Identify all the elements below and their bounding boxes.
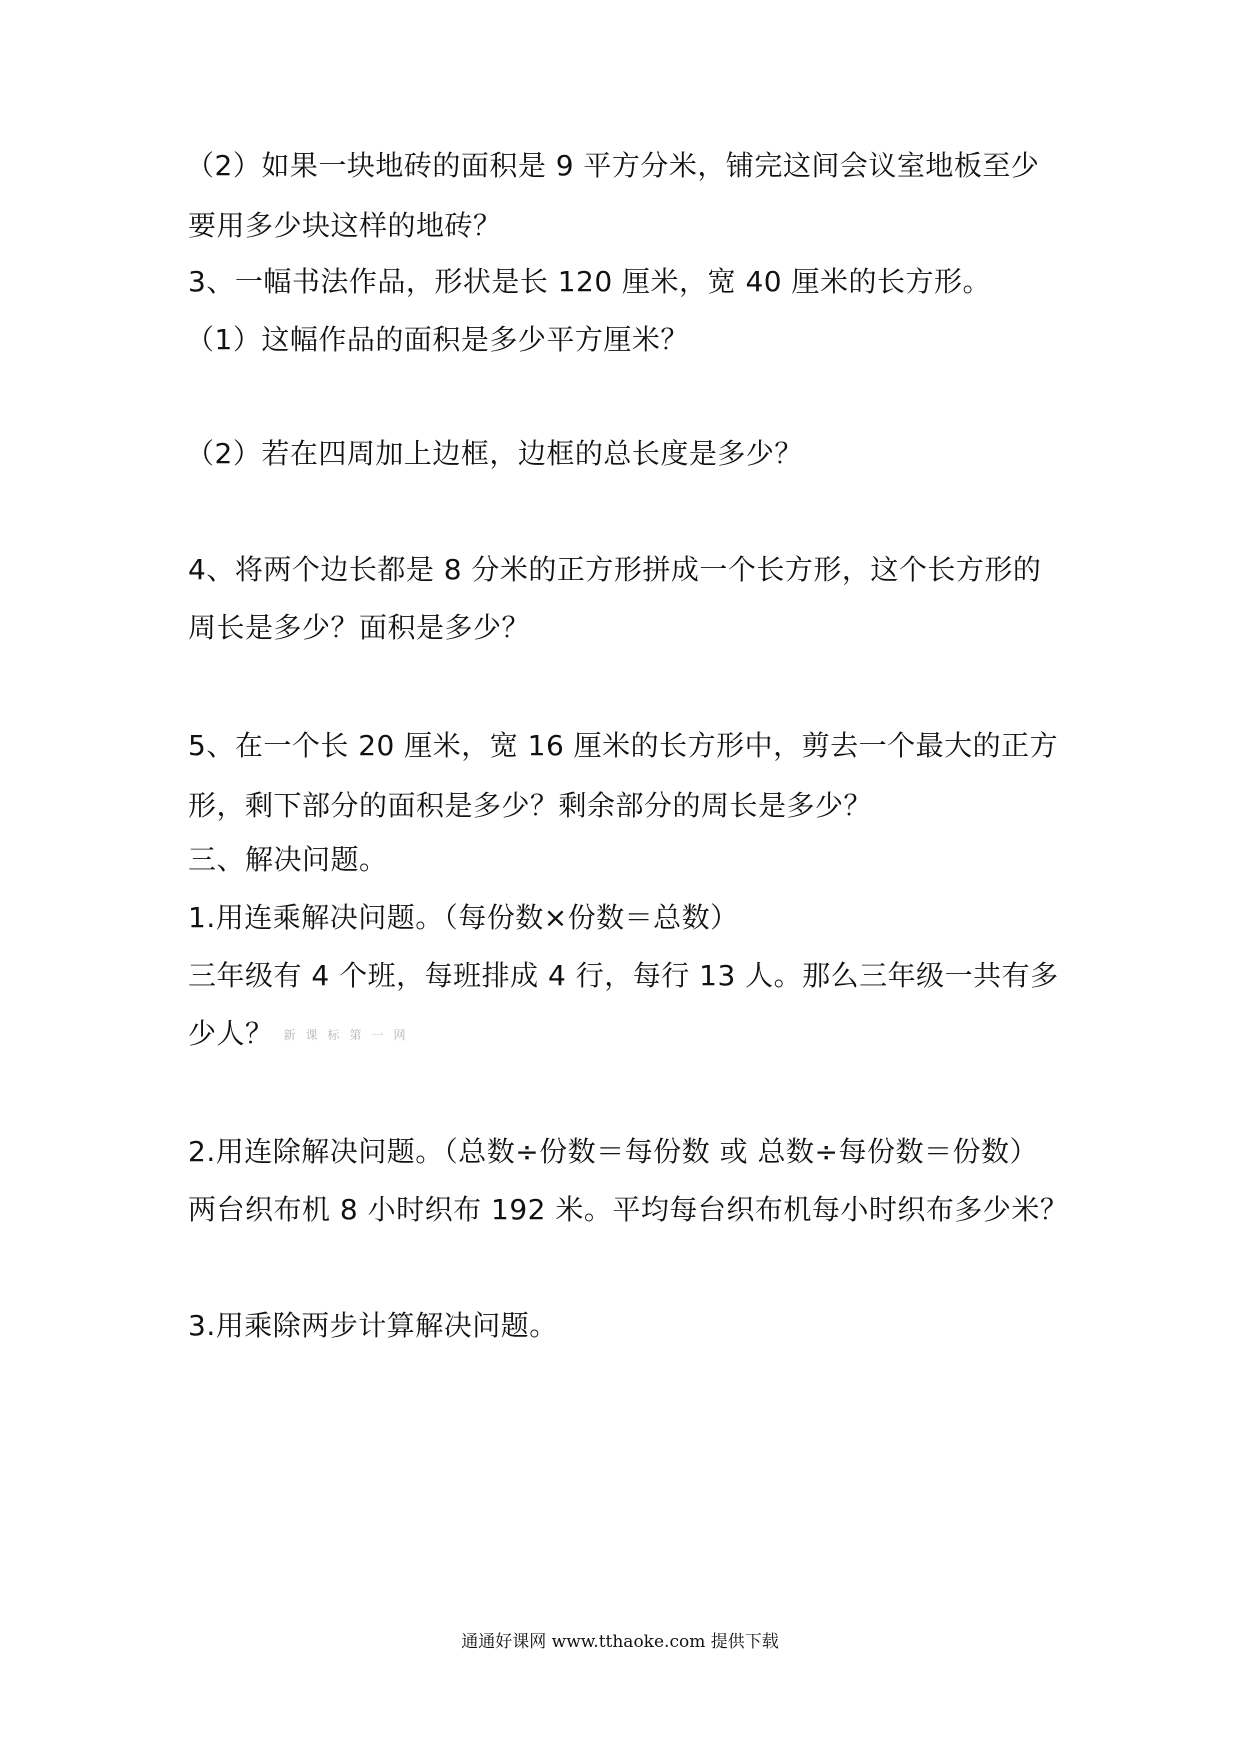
question-4-line-2: 周长是多少？面积是多少？ bbox=[188, 611, 531, 644]
question-3-text: 3、一幅书法作品，形状是长 120 厘米，宽 40 厘米的长方形。 bbox=[188, 265, 991, 298]
problem-2-heading: 2.用连除解决问题。（总数÷份数＝每份数 或 总数÷每份数＝份数） bbox=[188, 1135, 1038, 1168]
problem-2-text: 两台织布机 8 小时织布 192 米。平均每台织布机每小时织布多少米？ bbox=[188, 1193, 1069, 1226]
question-2-part-2-line-1: （2）如果一块地砖的面积是 9 平方分米，铺完这间会议室地板至少 bbox=[186, 149, 1040, 182]
question-5-line-2: 形，剩下部分的面积是多少？剩余部分的周长是多少？ bbox=[188, 789, 873, 822]
watermark-text: 新课标第一网 bbox=[283, 1028, 416, 1042]
section-3-heading: 三、解决问题。 bbox=[188, 843, 388, 876]
problem-1-line-2 bbox=[188, 1016, 416, 1053]
page-footer: 通通好课网 www.tthaoke.com 提供下载 bbox=[461, 1632, 779, 1652]
question-5-line-1: 5、在一个长 20 厘米，宽 16 厘米的长方形中，剪去一个最大的正方 bbox=[188, 729, 1059, 762]
problem-1-heading: 1.用连乘解决问题。（每份数×份数＝总数） bbox=[188, 901, 739, 934]
question-2-part-2-line-2: 要用多少块这样的地砖？ bbox=[188, 209, 502, 242]
problem-1-line-2-text: 少人？ bbox=[188, 1017, 274, 1050]
question-3-part-2: （2）若在四周加上边框，边框的总长度是多少？ bbox=[186, 437, 803, 470]
problem-3-heading: 3.用乘除两步计算解决问题。 bbox=[188, 1309, 558, 1342]
question-4-line-1: 4、将两个边长都是 8 分米的正方形拼成一个长方形，这个长方形的 bbox=[188, 553, 1042, 586]
problem-1-line-1: 三年级有 4 个班，每班排成 4 行，每行 13 人。那么三年级一共有多 bbox=[188, 959, 1059, 992]
question-3-part-1: （1）这幅作品的面积是多少平方厘米？ bbox=[186, 323, 689, 356]
